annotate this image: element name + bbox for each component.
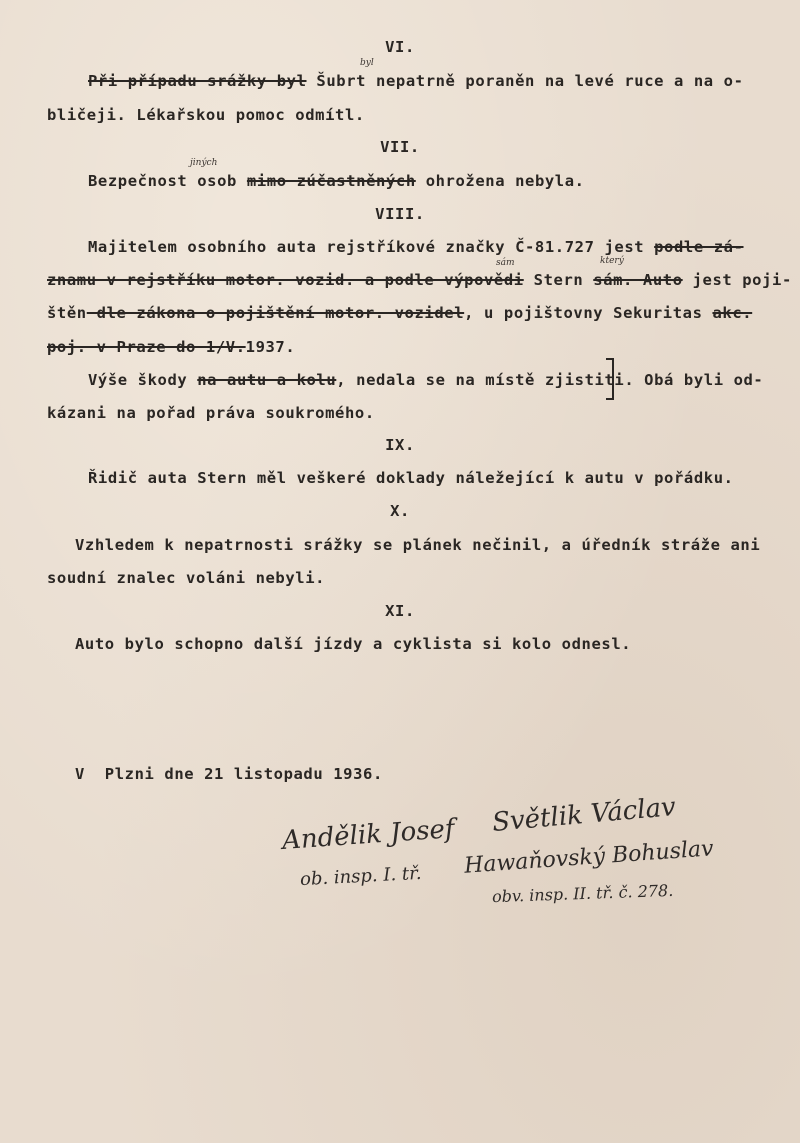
viii-bracket-mark xyxy=(606,358,614,400)
viii-struck-3: sám. Auto xyxy=(593,271,683,289)
viii-text-2: Stern xyxy=(523,271,594,289)
signature-right-title: obv. insp. II. tř. č. 278. xyxy=(491,880,674,907)
section-heading-viii: VIII. xyxy=(375,205,425,223)
section-heading-vi: VI. xyxy=(385,38,415,56)
viii-handwritten-insert-2: který xyxy=(600,256,624,266)
viii-text-3: jest poji- xyxy=(682,271,792,289)
x-line-2: soudní znalec voláni nebyli. xyxy=(47,569,326,587)
viii-text-5: , u pojištovny Sekuritas xyxy=(464,304,713,322)
viii-struck-4: dle zákona o pojištění motor. vozidel xyxy=(86,304,465,322)
viii-struck-6: poj. v Praze do 1/V. xyxy=(47,338,246,356)
signature-right-name: Hawaňovský Bohuslav xyxy=(463,836,715,879)
vi-line-1 xyxy=(88,74,744,90)
vi-text: Šubrt xyxy=(306,72,377,90)
date-line: V Plzni dne 21 listopadu 1936. xyxy=(75,765,383,783)
section-heading-x: X. xyxy=(390,502,410,520)
vii-handwritten-insert: jiných xyxy=(190,158,218,168)
vi-handwritten-insert: byl xyxy=(360,58,374,68)
viii-line-5 xyxy=(88,373,763,389)
viii-struck-2: znamu v rejstříku motor. vozid. a podle výpovědi xyxy=(47,271,524,289)
viii-text-4: štěn xyxy=(47,304,87,322)
section-heading-ix: IX. xyxy=(385,436,415,454)
viii-line-4 xyxy=(47,340,295,356)
signature-left-title: ob. insp. I. tř. xyxy=(299,862,422,891)
viii-line-6: kázani na pořad práva soukromého. xyxy=(47,404,375,422)
signature-right-top: Světlik Václav xyxy=(491,792,677,838)
signature-left-name: Andělik Josef xyxy=(281,814,456,856)
viii-line-1 xyxy=(88,240,744,256)
viii-struck-7: na autu a kolu xyxy=(197,371,337,389)
section-heading-vii: VII. xyxy=(380,138,420,156)
xi-line-1: Auto bylo schopno další jízdy a cyklista si kolo odnesl. xyxy=(75,635,632,653)
viii-text-6: 1937. xyxy=(245,338,296,356)
section-heading-xi: XI. xyxy=(385,602,415,620)
viii-line-2 xyxy=(47,273,792,289)
ix-line-1: Řidič auta Stern měl veškeré doklady náležející k autu v pořádku. xyxy=(88,469,734,487)
viii-struck-1: podle zá- xyxy=(654,238,744,256)
viii-text-1: Majitelem osobního auta rejstříkové značky Č-81.727 jest xyxy=(88,238,655,256)
vii-line-1 xyxy=(88,174,585,190)
vi-struck-text: Při případu srážky byl xyxy=(88,72,307,90)
viii-handwritten-insert-1: sám xyxy=(496,258,515,268)
vi-text-cont: nepatrně poraněn na levé ruce a na o- xyxy=(376,72,744,90)
viii-line-3 xyxy=(47,306,752,322)
viii-struck-5: akc. xyxy=(712,304,753,322)
viii-text-7: Výše škody xyxy=(88,371,198,389)
viii-text-8: , nedala se na místě zjistiti. Obá byli od- xyxy=(336,371,764,389)
x-line-1: Vzhledem k nepatrnosti srážky se plánek nečinil, a úředník stráže ani xyxy=(75,536,761,554)
vii-text-end: ohrožena nebyla. xyxy=(415,172,585,190)
vii-text-cont: osob xyxy=(197,172,247,190)
vii-struck-text: mimo zúčastněných xyxy=(246,172,416,190)
vii-text: Bezpečnost xyxy=(88,172,198,190)
vi-line-2: bličeji. Lékařskou pomoc odmítl. xyxy=(47,106,365,124)
